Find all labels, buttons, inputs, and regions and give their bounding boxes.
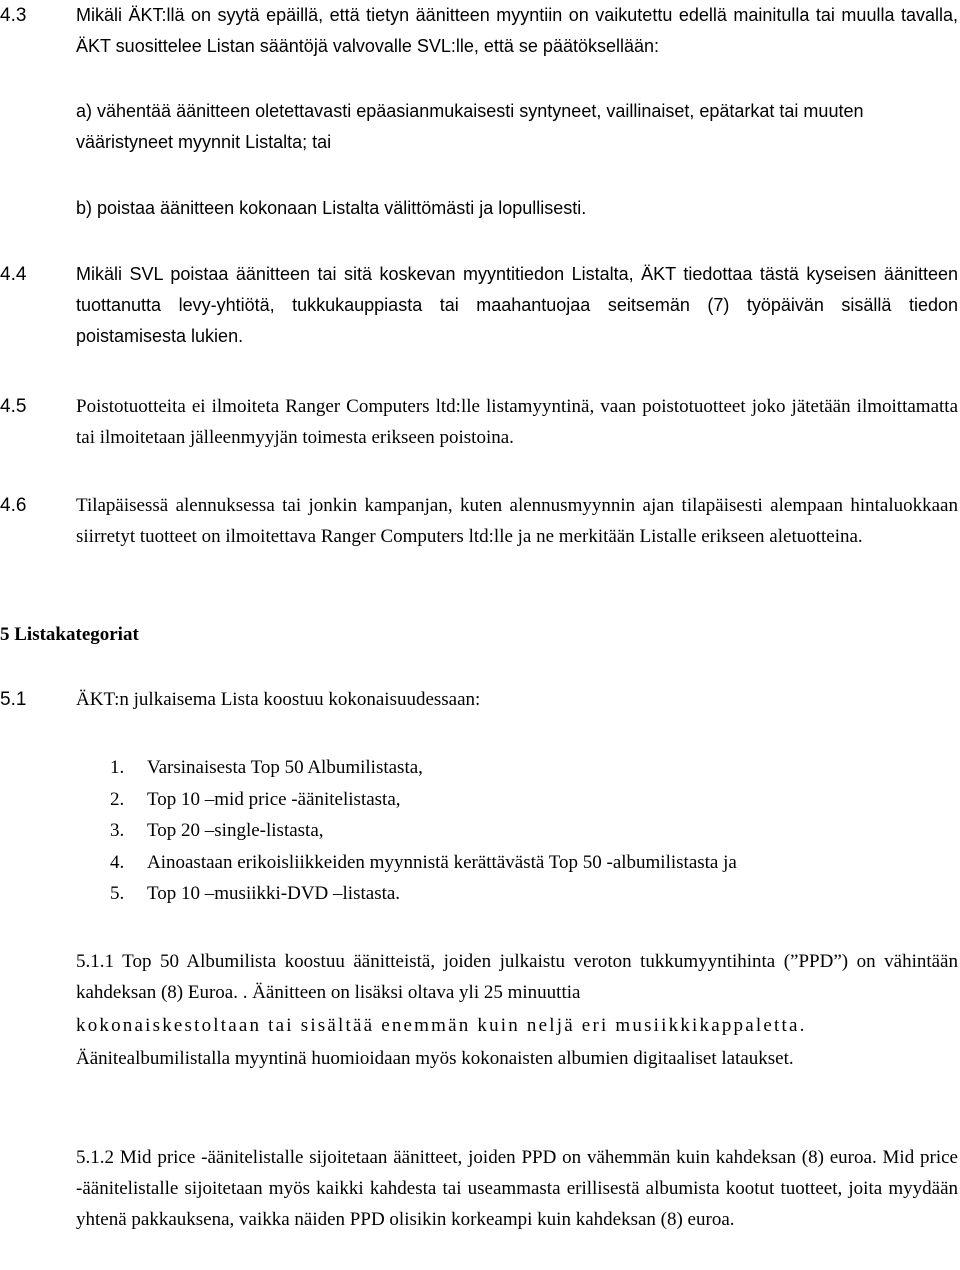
list-item: 1. Varsinaisesta Top 50 Albumilistasta, [110,757,423,778]
clause-5-1-1-line2: kokonaiskestoltaan tai sisältää enemmän kuin neljä eri musiikkikappaletta. [76,1015,807,1036]
clause-5-1 [0,684,958,715]
clause-number: 5.1 [0,689,27,710]
list-item: 5. Top 10 –musiikki-DVD –listasta. [110,883,401,904]
clause-4-5 [0,391,958,453]
clause-4-6 [0,490,958,552]
clause-4-3-item-b: b) poistaa äänitteen kokonaan Listalta välittömästi ja lopullisesti. [76,198,587,218]
list-item: 3. Top 20 –single-listasta, [110,820,324,841]
clause-5-1-1-line1: 5.1.1 Top 50 Albumilista koostuu äänitteistä, joiden julkaistu veroton tukkumyyntihinta (”PPD”) on vähintään kahdeksan (8) Euroa. . Äänitteen on lisäksi oltava yli 25 minuuttia [76,951,958,1003]
clause-5-1-1-line3: Äänitealbumilistalla myyntinä huomioidaan myös kokonaisten albumien digitaaliset lataukset. [76,1048,794,1069]
list-categories [110,752,737,910]
clause-text: ÄKT:n julkaisema Lista koostuu kokonaisuudessaan: [76,689,481,710]
section-heading: 5 Listakategoriat [0,624,139,645]
clause-number: 4.5 [0,396,27,417]
clause-4-3 [0,0,958,62]
list-item: 4. Ainoastaan erikoisliikkeiden myynnistä kerättävästä Top 50 -albumilistasta ja [110,851,737,873]
clause-text: Mikäli SVL poistaa äänitteen tai sitä koskevan myyntitiedon Listalta, ÄKT tiedottaa tästä kyseisen äänitteen tuottanutta levy-yhtiötä, tukkukauppiasta tai maahantuojaa seitsemän (7) työpäivän sisällä tiedon poistamisesta lukien. [76,264,958,346]
list-item: 2. Top 10 –mid price -äänitelistasta, [110,788,401,810]
clause-text: Mikäli ÄKT:llä on syytä epäillä, että tietyn äänitteen myyntiin on vaikutettu edellä mainitulla tai muulla tavalla, ÄKT suosittelee Listan sääntöjä valvovalle SVL:lle, että se päätöksellään: [76,5,958,56]
clause-number: 4.6 [0,495,27,516]
clause-5-1-2: 5.1.2 Mid price -äänitelistalle sijoitetaan äänitteet, joiden PPD on vähemmän kuin kahdeksan (8) euroa. Mid price -äänitelistalle sijoitetaan myös kaikki kahdesta tai useammasta erillisestä albumista kootut tuotteet, joita myydään yhtenä pakkauksena, vaikka näiden PPD olisikin korkeampi kuin kahdeksan (8) euroa. [76,1147,958,1230]
clause-number: 4.4 [0,264,27,285]
clause-number: 4.3 [0,5,27,26]
clause-4-3-item-a: a) vähentää äänitteen oletettavasti epäasianmukaisesti syntyneet, vaillinaiset, epätarkat tai muuten vääristyneet myynnit Listalta; tai [76,101,864,152]
clause-text: Poistotuotteita ei ilmoiteta Ranger Computers ltd:lle listamyyntinä, vaan poistotuotteet joko jätetään ilmoittamatta tai ilmoitetaan jälleenmyyjän toimesta erikseen poistoina. [76,396,958,448]
clause-4-4 [0,259,958,352]
clause-text: Tilapäisessä alennuksessa tai jonkin kampanjan, kuten alennusmyynnin ajan tilapäisesti alempaan hintaluokkaan siirretyt tuotteet on ilmoitettava Ranger Computers ltd:lle ja ne merkitään Listalle erikseen aletuotteina. [76,495,958,547]
